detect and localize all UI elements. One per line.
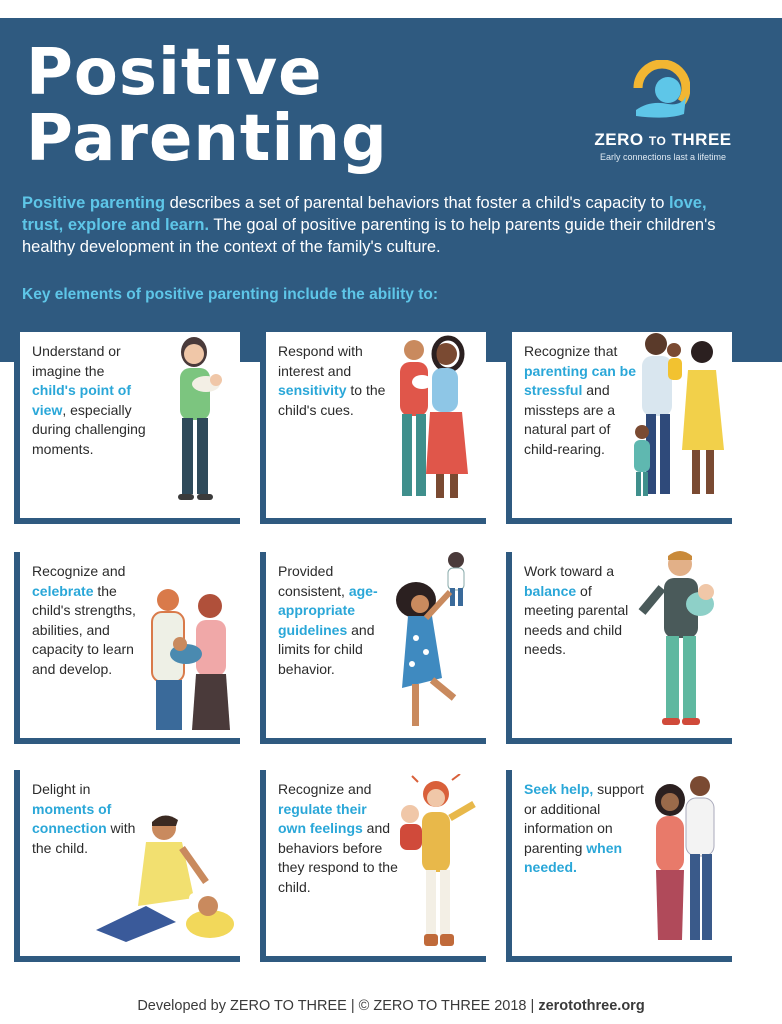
card-text: Delight in moments of connection with the child.	[32, 781, 136, 856]
logo-tagline: Early connections last a lifetime	[599, 152, 727, 162]
card-regulate-feelings	[260, 770, 486, 962]
card-balance	[506, 552, 732, 744]
stressed-parent-with-crying-child-illustration	[390, 774, 482, 952]
card-seek-help	[506, 770, 732, 962]
footer-credits: Developed by ZERO TO THREE | © ZERO TO THREE 2018 | zerotothree.org	[137, 998, 645, 1014]
logo-mark-icon	[628, 60, 690, 122]
card-text: Recognize and regulate their own feelings and behaviors before they respond to the child.	[278, 781, 398, 895]
mother-holding-baby-illustration	[156, 334, 236, 514]
card-text: Seek help, support or additional information on parenting when needed.	[524, 781, 644, 875]
family-with-children-illustration	[624, 330, 728, 514]
card-text: Recognize and celebrate the child's strengths, abilities, and capacity to learn and develop.	[32, 563, 136, 677]
couple-seeking-help-illustration	[638, 774, 728, 952]
page-title	[26, 36, 388, 176]
parents-celebrating-child-illustration	[140, 584, 236, 734]
card-text: Recognize that parenting can be stressful and missteps are a natural part of child-rearing.	[524, 343, 637, 457]
card-guidelines	[260, 552, 486, 744]
footer-website-link[interactable]: zerotothree.org	[538, 998, 645, 1014]
father-holding-baby-illustration	[632, 548, 728, 734]
zero-to-three-logo	[588, 60, 738, 170]
title-line-1: Positive	[26, 36, 323, 110]
card-point-of-view	[14, 332, 240, 524]
couple-with-baby-illustration	[386, 334, 482, 514]
card-text: Respond with interest and sensitivity to the child's cues.	[278, 343, 386, 418]
card-celebrate	[14, 552, 240, 744]
key-elements-heading: Key elements of positive parenting include the ability to:	[22, 286, 438, 303]
parent-lifting-child-illustration	[382, 548, 482, 734]
title-line-2: Parenting	[26, 102, 388, 176]
card-text: Understand or imagine the child's point of view, especially during challenging moments.	[32, 343, 146, 457]
card-sensitivity	[260, 332, 486, 524]
card-connection	[14, 770, 240, 962]
logo-name: ZERO TO THREE	[594, 130, 732, 149]
intro-paragraph: Positive parenting describes a set of parental behaviors that foster a child's capacity to love, trust, explore and learn. The goal of positive parenting is to help parents guide their children's healthy development in the context of the family's culture.	[22, 194, 716, 256]
parent-bathing-child-illustration	[86, 802, 236, 952]
card-stressful	[506, 332, 732, 524]
card-text: Work toward a balance of meeting parental needs and child needs.	[524, 563, 629, 657]
card-text: Provided consistent, age-appropriate guidelines and limits for child behavior.	[278, 563, 378, 677]
